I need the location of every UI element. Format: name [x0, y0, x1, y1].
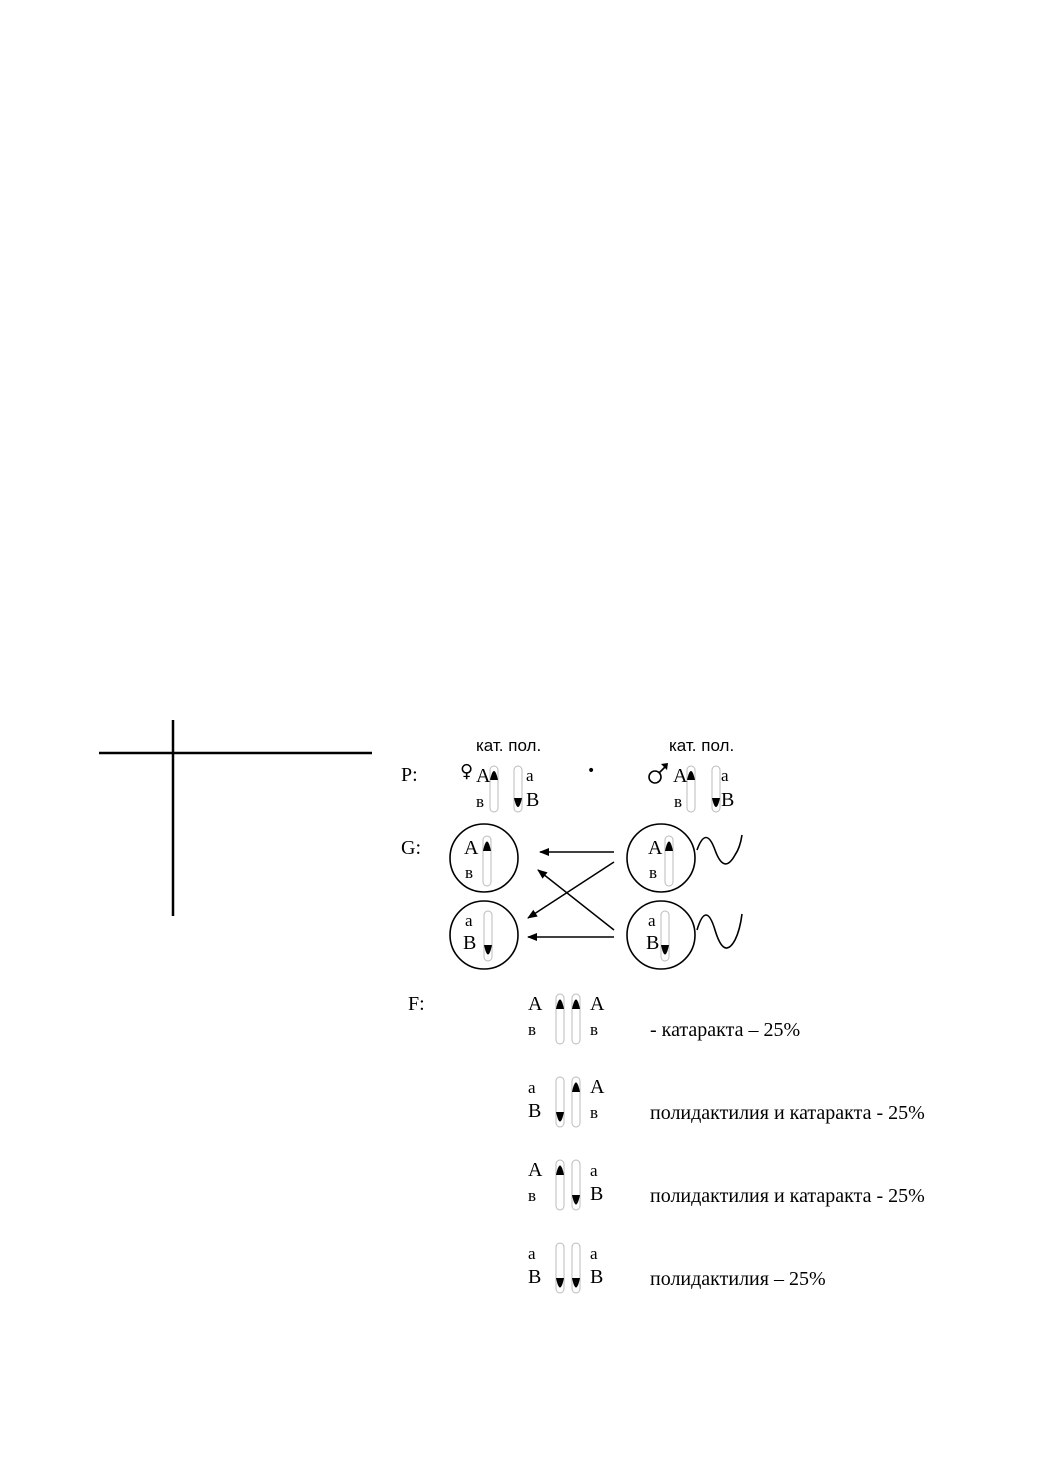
offspring-allele: а: [590, 1161, 598, 1180]
male-symbol-icon: [649, 763, 668, 783]
offspring-allele: A: [528, 993, 543, 1015]
offspring-allele: в: [590, 1020, 599, 1039]
offspring-allele: A: [590, 993, 605, 1015]
female-allele: а: [526, 766, 534, 785]
offspring-chromosome: [556, 1243, 564, 1293]
offspring-allele: а: [528, 1244, 536, 1263]
offspring-allele: A: [528, 1159, 543, 1181]
gamete-allele: в: [649, 863, 658, 882]
male-kat-pol-label: кат. пол.: [669, 736, 735, 755]
gamete-allele: В: [463, 932, 477, 954]
gamete-allele: A: [648, 837, 663, 859]
male-allele: В: [721, 789, 735, 811]
offspring-chromosome: [556, 994, 564, 1044]
g-label: G:: [401, 837, 421, 859]
offspring-allele: В: [590, 1266, 604, 1288]
p-label: P:: [401, 764, 418, 786]
female-chromosome-1: [490, 766, 498, 812]
offspring-chromosome: [572, 994, 580, 1044]
offspring-phenotype: полидактилия и катаракта - 25%: [650, 1102, 925, 1124]
gamete-allele: В: [646, 932, 660, 954]
female-gamete-1: [450, 824, 518, 892]
female-allele: A: [476, 765, 491, 787]
male-gamete-2: [627, 901, 742, 969]
male-chromosome-1: [687, 766, 695, 812]
offspring-phenotype: полидактилия и катаракта - 25%: [650, 1185, 925, 1207]
female-kat-pol-label: кат. пол.: [476, 736, 542, 755]
female-allele: в: [476, 792, 485, 811]
offspring-allele: а: [528, 1078, 536, 1097]
male-allele: в: [674, 792, 683, 811]
arrow-male2-female1: [538, 870, 614, 930]
gamete-allele: A: [464, 837, 479, 859]
gamete-allele: а: [465, 911, 473, 930]
offspring-allele: В: [590, 1183, 604, 1205]
male-allele: а: [721, 766, 729, 785]
offspring-phenotype: - катаракта – 25%: [650, 1019, 801, 1041]
female-gamete-2: [450, 901, 518, 969]
offspring-chromosome: [572, 1243, 580, 1293]
male-gamete-1: [627, 824, 742, 892]
gamete-allele: в: [465, 863, 474, 882]
offspring-chromosome: [572, 1077, 580, 1127]
offspring-phenotype: полидактилия – 25%: [650, 1268, 826, 1290]
offspring-allele: в: [528, 1186, 537, 1205]
female-allele: В: [526, 789, 540, 811]
cross-dot: •: [587, 763, 596, 779]
f-label: F:: [408, 993, 425, 1015]
gamete-allele: а: [648, 911, 656, 930]
offspring-allele: в: [590, 1103, 599, 1122]
offspring-allele: а: [590, 1244, 598, 1263]
offspring-chromosome: [556, 1160, 564, 1210]
male-allele: A: [673, 765, 688, 787]
offspring-chromosomes: [556, 994, 580, 1293]
female-chromosome-2: [514, 766, 522, 812]
offspring-allele: В: [528, 1100, 542, 1122]
offspring-allele: В: [528, 1266, 542, 1288]
sperm-tail: [697, 835, 742, 864]
sperm-tail: [697, 914, 742, 948]
offspring-chromosome: [572, 1160, 580, 1210]
male-chromosome-2: [712, 766, 720, 812]
offspring-chromosome: [556, 1077, 564, 1127]
offspring-allele: A: [590, 1076, 605, 1098]
offspring-allele: в: [528, 1020, 537, 1039]
female-symbol-icon: ♀: [460, 761, 474, 782]
arrow-male1-female2: [528, 862, 614, 918]
